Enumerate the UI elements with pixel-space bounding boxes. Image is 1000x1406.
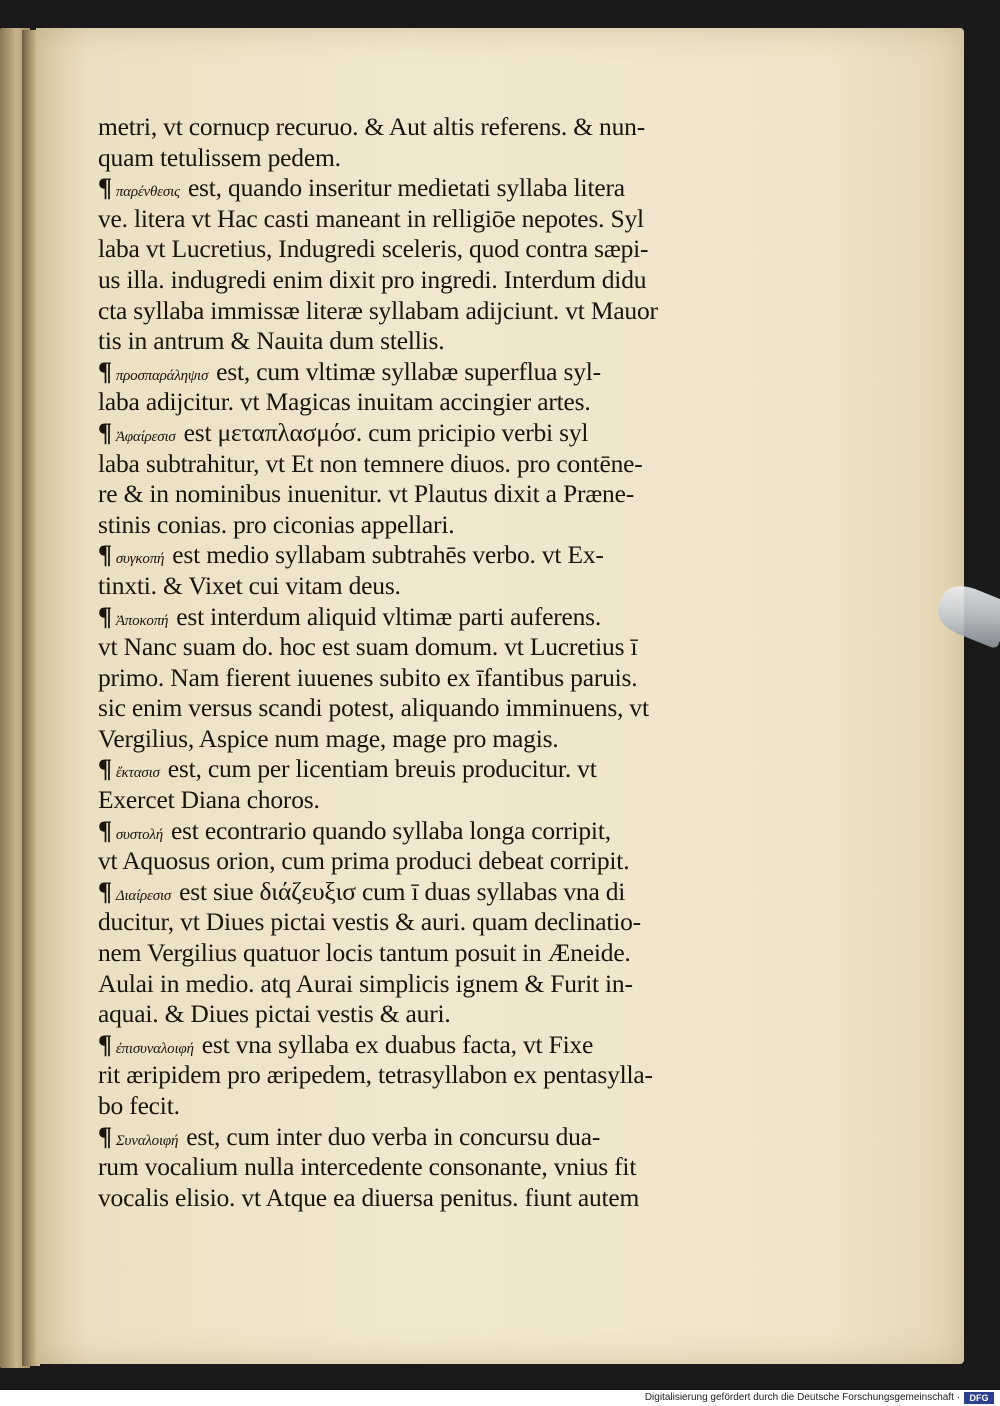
greek-term: Διαίρεσισ	[115, 887, 172, 904]
text-line	[98, 877, 728, 908]
line-text: est econtrario quando syllaba longa corripit,	[170, 815, 611, 845]
greek-term: ἔκτασισ	[115, 765, 160, 782]
text-line	[98, 1122, 728, 1153]
pilcrow-icon: ¶	[98, 754, 112, 784]
greek-term: ἐπισυναλοιφή	[115, 1040, 194, 1057]
line-text: us illa. indugredi enim dixit pro ingredi. Interdum didu	[98, 264, 647, 294]
line-text: Vergilius, Aspice num mage, mage pro magis.	[98, 723, 559, 753]
line-text: rit æripidem pro æripedem, tetrasyllabon ex pentasylla-	[98, 1060, 653, 1090]
line-text: tinxti. & Vixet cui vitam deus.	[98, 570, 401, 600]
text-line	[98, 999, 728, 1030]
pilcrow-icon: ¶	[98, 1029, 112, 1059]
text-line	[98, 265, 728, 296]
line-text: metri, vt cornucp recuruo. & Aut altis referens. & nun-	[98, 112, 645, 141]
line-text: quam tetulissem pedem.	[98, 142, 341, 172]
dfg-logo: DFG	[964, 1392, 994, 1404]
pilcrow-icon: ¶	[98, 876, 112, 906]
text-line	[98, 143, 728, 174]
footer-bar	[0, 1390, 1000, 1406]
text-line	[98, 969, 728, 1000]
text-line	[98, 632, 728, 663]
text-line	[98, 1183, 728, 1214]
line-text: laba subtrahitur, vt Et non temnere diuos. pro contēne-	[98, 448, 643, 478]
page-text	[98, 112, 728, 1213]
text-line	[98, 846, 728, 877]
text-line	[98, 449, 728, 480]
line-text: rum vocalium nulla intercedente consonante, vnius fit	[98, 1152, 637, 1182]
greek-term: Συναλοιφή	[115, 1132, 179, 1149]
greek-term: Ἀποκοπή	[115, 612, 169, 629]
text-line	[98, 112, 728, 143]
line-text: est interdum aliquid vltimæ parti auferens.	[176, 601, 602, 631]
greek-term: συγκοπή	[115, 551, 165, 568]
line-text: nem Vergilius quatuor locis tantum posuit in Æneide.	[98, 938, 631, 968]
text-line	[98, 785, 728, 816]
pilcrow-icon: ¶	[98, 417, 112, 447]
line-text: laba adijcitur. vt Magicas inuitam accingier artes.	[98, 387, 591, 417]
book-page	[36, 28, 964, 1364]
line-text: primo. Nam fierent iuuenes subito ex īfantibus paruis.	[98, 662, 638, 692]
line-text: est medio syllabam subtrahēs verbo. vt Ex-	[172, 540, 604, 570]
text-line	[98, 602, 728, 633]
greek-term: Ἀφαίρεσισ	[115, 428, 176, 445]
text-line	[98, 724, 728, 755]
line-text: cta syllaba immissæ literæ syllabam adijciunt. vt Mauor	[98, 295, 658, 325]
text-line	[98, 418, 728, 449]
line-text: re & in nominibus inuenitur. vt Plautus dixit a Præne-	[98, 479, 635, 509]
line-text: Aulai in medio. atq Aurai simplicis ignem & Furit in-	[98, 968, 633, 998]
line-text: ducitur, vt Diues pictai vestis & auri. quam declinatio-	[98, 907, 641, 937]
line-text: est, cum per licentiam breuis producitur. vt	[167, 754, 597, 784]
text-line	[98, 1152, 728, 1183]
text-line	[98, 479, 728, 510]
text-line	[98, 816, 728, 847]
text-line	[98, 234, 728, 265]
line-text: sic enim versus scandi potest, aliquando imminuens, vt	[98, 693, 649, 723]
text-line	[98, 1030, 728, 1061]
pilcrow-icon: ¶	[98, 173, 112, 203]
line-text: est, quando inseritur medietati syllaba litera	[187, 173, 625, 203]
line-text: est siue διάζευξισ cum ī duas syllabas vna di	[179, 876, 626, 906]
line-text: bo fecit.	[98, 1091, 180, 1120]
pilcrow-icon: ¶	[98, 601, 112, 631]
line-text: vt Aquosus orion, cum prima produci debeat corripit.	[98, 846, 630, 876]
line-text: Exercet Diana choros.	[98, 785, 320, 815]
text-line	[98, 173, 728, 204]
text-line	[98, 693, 728, 724]
line-text: vt Nanc suam do. hoc est suam domum. vt Lucretius ī	[98, 632, 638, 662]
line-text: ve. litera vt Hac casti maneant in relligiōe nepotes. Syl	[98, 203, 644, 233]
line-text: vocalis elisio. vt Atque ea diuersa penitus. fiunt autem	[98, 1182, 640, 1212]
text-line	[98, 326, 728, 357]
line-text: est, cum inter duo verba in concursu dua-	[186, 1121, 601, 1151]
pilcrow-icon: ¶	[98, 815, 112, 845]
text-line	[98, 204, 728, 235]
line-text: est μεταπλασμόσ. cum pricipio verbi syl	[183, 417, 589, 447]
pilcrow-icon: ¶	[98, 356, 112, 386]
text-line	[98, 571, 728, 602]
text-line	[98, 663, 728, 694]
text-line	[98, 938, 728, 969]
line-text: tis in antrum & Nauita dum stellis.	[98, 326, 445, 356]
pilcrow-icon: ¶	[98, 540, 112, 570]
pilcrow-icon: ¶	[98, 1121, 112, 1151]
text-line	[98, 754, 728, 785]
line-text: aquai. & Diues pictai vestis & auri.	[98, 999, 451, 1029]
line-text: est vna syllaba ex duabus facta, vt Fixe	[201, 1029, 594, 1059]
line-text: est, cum vltimæ syllabæ superflua syl-	[216, 356, 601, 386]
text-line	[98, 357, 728, 388]
text-line	[98, 1060, 728, 1091]
line-text: laba vt Lucretius, Indugredi sceleris, quod contra sæpi-	[98, 234, 649, 264]
funding-credit: Digitalisierung gefördert durch die Deutsche Forschungsgemeinschaft ·	[644, 1392, 960, 1403]
greek-term: προσπαράληψισ	[115, 367, 209, 384]
text-line	[98, 1091, 728, 1122]
text-line	[98, 510, 728, 541]
greek-term: παρένθεσις	[115, 184, 180, 201]
text-line	[98, 907, 728, 938]
greek-term: συστολή	[115, 826, 163, 843]
line-text: stinis conias. pro ciconias appellari.	[98, 509, 455, 539]
text-line	[98, 540, 728, 571]
text-line	[98, 296, 728, 327]
text-line	[98, 387, 728, 418]
